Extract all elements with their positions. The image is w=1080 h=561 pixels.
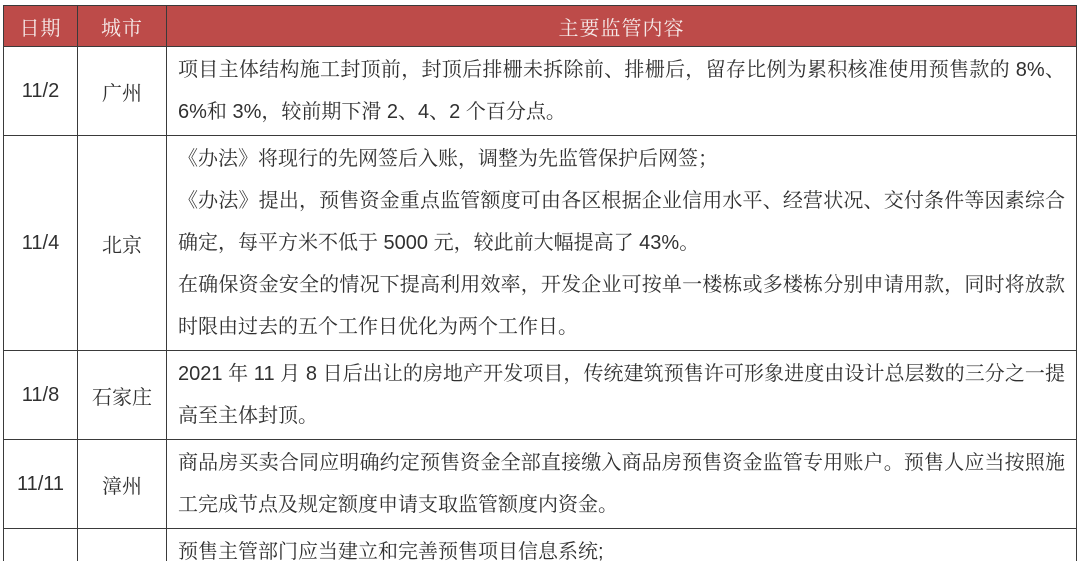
content-cell (167, 440, 1077, 529)
date-cell: 11/4 (4, 136, 78, 351)
content-cell (167, 47, 1077, 136)
city-cell: 漳州 (78, 440, 167, 529)
regulation-table (3, 5, 1077, 561)
table-row-zhangzhou (4, 440, 1077, 529)
table-header (4, 6, 1077, 47)
column-header-date: 日期 (4, 6, 78, 47)
content-cell (167, 351, 1077, 440)
table-body (4, 47, 1077, 561)
date-cell: 11/11 (4, 440, 78, 529)
city-cell: 石家庄 (78, 351, 167, 440)
content-cell (167, 529, 1077, 561)
column-header-city: 城市 (78, 6, 167, 47)
date-cell: 11/8 (4, 351, 78, 440)
city-cell: 广州 (78, 47, 167, 136)
table-row-continuation (4, 529, 1077, 561)
content-paragraph: 《办法》将现行的先网签后入账，调整为先监管保护后网签； (178, 148, 718, 170)
header-row (4, 6, 1077, 47)
city-cell (78, 529, 167, 561)
content-paragraph: 《办法》提出，预售资金重点监管额度可由各区根据企业信用水平、经营状况、交付条件等因素综合确定，每平方米不低于 5000 元，较此前大幅提高了 43%。 (178, 190, 1065, 254)
date-cell (4, 529, 78, 561)
table-row-beijing (4, 136, 1077, 351)
content-paragraph: 商品房买卖合同应明确约定预售资金全部直接缴入商品房预售资金监管专用账户。预售人应当按照施工完成节点及规定额度申请支取监管额度内资金。 (178, 452, 1065, 516)
date-cell: 11/2 (4, 47, 78, 136)
content-cell (167, 136, 1077, 351)
content-paragraph: 在确保资金安全的情况下提高利用效率，开发企业可按单一楼栋或多楼栋分别申请用款，同时将放款时限由过去的五个工作日优化为两个工作日。 (178, 274, 1065, 338)
content-paragraph: 预售主管部门应当建立和完善预售项目信息系统; (178, 541, 604, 561)
content-paragraph: 2021 年 11 月 8 日后出让的房地产开发项目，传统建筑预售许可形象进度由设计总层数的三分之一提高至主体封顶。 (178, 363, 1065, 427)
table-row-shijiazhuang (4, 351, 1077, 440)
content-paragraph: 项目主体结构施工封顶前，封顶后排栅未拆除前、排栅后，留存比例为累积核准使用预售款的 8%、6%和 3%，较前期下滑 2、4、2 个百分点。 (178, 59, 1065, 123)
column-header-content: 主要监管内容 (167, 6, 1077, 47)
city-cell: 北京 (78, 136, 167, 351)
table-row-guangzhou (4, 47, 1077, 136)
